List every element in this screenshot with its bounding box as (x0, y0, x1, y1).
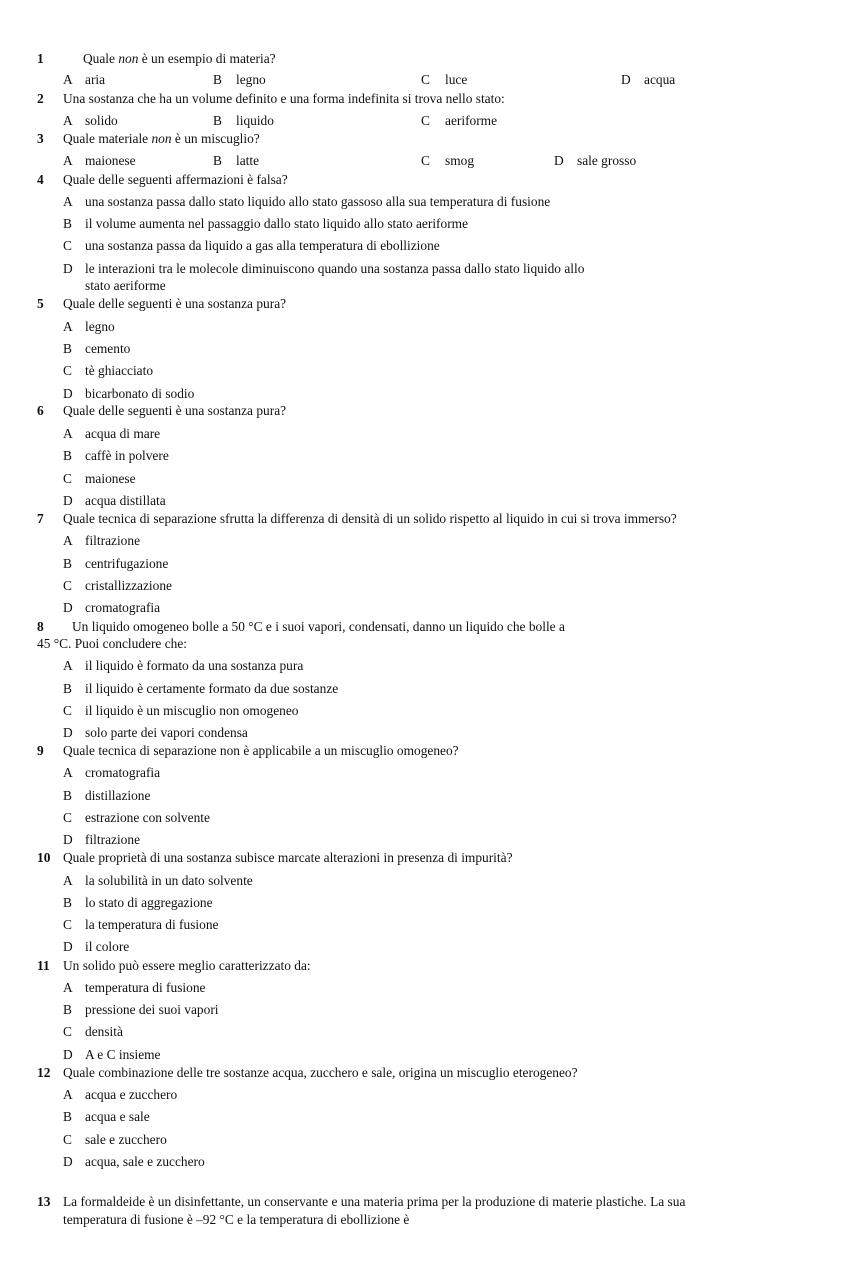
question-text: Quale materiale non è un miscuglio? (63, 131, 260, 146)
question-text: Una sostanza che ha un volume definito e una forma indefinita si trova nello stato: (63, 91, 505, 106)
option-letter: C (63, 703, 72, 718)
option-text: cromatografia (85, 765, 161, 780)
question-number: 8 (37, 619, 44, 634)
option-text: il volume aumenta nel passaggio dallo stato liquido allo stato aeriforme (85, 216, 469, 231)
option-text: solido (85, 113, 118, 128)
option-letter: B (63, 788, 72, 803)
option-text: acqua distillata (85, 493, 166, 508)
option-letter: D (63, 1047, 73, 1062)
option-letter: A (63, 194, 73, 209)
option-text: latte (236, 153, 260, 168)
question-number: 1 (37, 51, 44, 66)
option-letter: C (63, 238, 72, 253)
question-text: Quale delle seguenti è una sostanza pura? (63, 403, 287, 418)
option-letter: A (63, 113, 73, 128)
question-text: Quale delle seguenti affermazioni è falsa? (63, 172, 288, 187)
option-text: cromatografia (85, 600, 161, 615)
option-letter: B (63, 341, 72, 356)
option-letter: D (63, 725, 73, 740)
question-text: Quale proprietà di una sostanza subisce marcate alterazioni in presenza di impurità? (63, 850, 513, 865)
option-text: filtrazione (85, 533, 141, 548)
question-text: Quale non è un esempio di materia? (83, 51, 276, 66)
option-text: pressione dei suoi vapori (85, 1002, 219, 1017)
question-text-continued: 45 °C. Puoi concludere che: (37, 636, 188, 651)
option-text: caffè in polvere (85, 448, 169, 463)
option-letter: A (63, 72, 73, 87)
option-text: maionese (85, 153, 136, 168)
option-letter: D (554, 153, 564, 168)
option-letter: B (63, 1002, 72, 1017)
question-number: 2 (37, 91, 44, 106)
option-letter: A (63, 533, 73, 548)
option-text: liquido (236, 113, 274, 128)
option-text: A e C insieme (85, 1047, 161, 1062)
question-text: Quale tecnica di separazione non è applicabile a un miscuglio omogeneo? (63, 743, 459, 758)
question-text: Quale combinazione delle tre sostanze acqua, zucchero e sale, origina un miscuglio eterogeneo? (63, 1065, 578, 1080)
option-text: sale e zucchero (85, 1132, 167, 1147)
option-letter: C (63, 917, 72, 932)
option-text: il liquido è certamente formato da due sostanze (85, 681, 339, 696)
option-letter: C (63, 1132, 72, 1147)
option-letter: C (421, 153, 430, 168)
option-text: la solubilità in un dato solvente (85, 873, 253, 888)
option-text: smog (445, 153, 475, 168)
question-number: 5 (37, 296, 44, 311)
option-text: aeriforme (445, 113, 498, 128)
option-text: maionese (85, 471, 136, 486)
option-text: solo parte dei vapori condensa (85, 725, 248, 740)
question-number: 3 (37, 131, 44, 146)
option-letter: D (63, 600, 73, 615)
option-text: una sostanza passa da liquido a gas alla temperatura di ebollizione (85, 238, 440, 253)
option-letter: C (63, 1024, 72, 1039)
option-letter: A (63, 153, 73, 168)
option-text: una sostanza passa dallo stato liquido allo stato gassoso alla sua temperatura di fusione (85, 194, 551, 209)
question-text: Quale tecnica di separazione sfrutta la differenza di densità di un solido rispetto al liquido in cui si trova immerso? (63, 511, 677, 526)
option-letter: A (63, 1087, 73, 1102)
option-letter: B (63, 1109, 72, 1124)
option-letter: C (63, 810, 72, 825)
option-text: sale grosso (577, 153, 637, 168)
option-text: il liquido è formato da una sostanza pura (85, 658, 304, 673)
question-number: 12 (37, 1065, 51, 1080)
question-number: 13 (37, 1194, 51, 1209)
option-text: cemento (85, 341, 131, 356)
option-letter: B (63, 216, 72, 231)
option-letter: A (63, 980, 73, 995)
option-letter: D (63, 832, 73, 847)
option-letter: A (63, 319, 73, 334)
question-number: 9 (37, 743, 44, 758)
option-letter: C (421, 72, 430, 87)
option-letter: A (63, 426, 73, 441)
question-text-continued: temperatura di fusione è –92 °C e la temperatura di ebollizione è (63, 1212, 410, 1227)
option-letter: C (421, 113, 430, 128)
option-letter: D (63, 939, 73, 954)
question-number: 11 (37, 958, 50, 973)
option-text: acqua e zucchero (85, 1087, 178, 1102)
option-letter: D (63, 386, 73, 401)
question-text: La formaldeide è un disinfettante, un conservante e una materia prima per la produzione di materie plastiche. La sua (63, 1194, 686, 1209)
question-number: 7 (37, 511, 44, 526)
option-text: acqua (644, 72, 676, 87)
option-letter: C (63, 363, 72, 378)
question-number: 4 (37, 172, 44, 187)
option-letter: D (63, 1154, 73, 1169)
option-letter: B (213, 153, 222, 168)
option-text: la temperatura di fusione (85, 917, 219, 932)
option-text: luce (445, 72, 468, 87)
option-text: estrazione con solvente (85, 810, 210, 825)
option-letter: B (63, 681, 72, 696)
option-text: legno (85, 319, 115, 334)
option-letter: B (63, 448, 72, 463)
option-text: acqua e sale (85, 1109, 150, 1124)
option-text: le interazioni tra le molecole diminuiscono quando una sostanza passa dallo stato liquido allo (85, 261, 585, 276)
option-text: acqua di mare (85, 426, 161, 441)
question-number: 6 (37, 403, 44, 418)
option-text: legno (236, 72, 266, 87)
option-text: il liquido è un miscuglio non omogeneo (85, 703, 299, 718)
question-text: Quale delle seguenti è una sostanza pura? (63, 296, 287, 311)
option-letter: B (63, 895, 72, 910)
option-letter: D (63, 493, 73, 508)
option-text: distillazione (85, 788, 151, 803)
option-text: densità (85, 1024, 123, 1039)
option-letter: A (63, 658, 73, 673)
option-letter: A (63, 765, 73, 780)
option-text: acqua, sale e zucchero (85, 1154, 205, 1169)
option-text: filtrazione (85, 832, 141, 847)
option-text: temperatura di fusione (85, 980, 206, 995)
option-text: lo stato di aggregazione (85, 895, 213, 910)
question-text: Un liquido omogeneo bolle a 50 °C e i suoi vapori, condensati, danno un liquido che bolle a (72, 619, 565, 634)
option-text: il colore (85, 939, 130, 954)
option-text-continued: stato aeriforme (85, 278, 166, 293)
option-letter: B (213, 113, 222, 128)
option-text: tè ghiacciato (85, 363, 154, 378)
option-letter: B (63, 556, 72, 571)
option-letter: D (621, 72, 631, 87)
option-text: bicarbonato di sodio (85, 386, 195, 401)
option-letter: A (63, 873, 73, 888)
option-letter: D (63, 261, 73, 276)
question-text: Un solido può essere meglio caratterizzato da: (63, 958, 311, 973)
option-text: cristallizzazione (85, 578, 172, 593)
option-letter: B (213, 72, 222, 87)
option-letter: C (63, 578, 72, 593)
option-text: aria (85, 72, 106, 87)
question-number: 10 (37, 850, 51, 865)
option-text: centrifugazione (85, 556, 169, 571)
option-letter: C (63, 471, 72, 486)
